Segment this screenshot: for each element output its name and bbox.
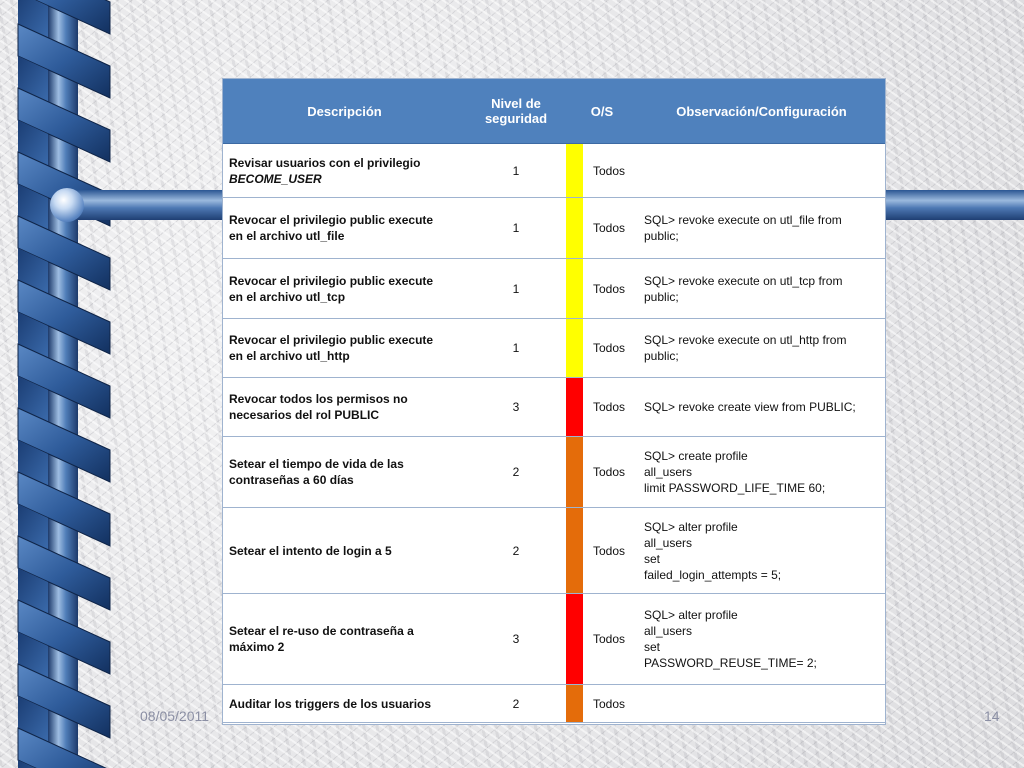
horizontal-rod-left <box>60 190 225 220</box>
row-description <box>223 437 466 508</box>
row-description <box>223 198 466 259</box>
security-level: 1 <box>466 259 566 319</box>
table-row <box>223 378 885 437</box>
description-line: en el archivo utl_tcp <box>229 289 346 304</box>
spiral-binding-decoration <box>0 0 140 768</box>
observation <box>638 437 885 508</box>
level-color-indicator <box>566 319 583 378</box>
row-description <box>223 685 466 723</box>
os-value: Todos <box>583 378 638 437</box>
row-description <box>223 144 466 198</box>
os-value: Todos <box>583 144 638 198</box>
observation-line: SQL> revoke create view from PUBLIC; <box>644 400 856 414</box>
os-value: Todos <box>583 437 638 508</box>
header-description: Descripción <box>223 79 466 144</box>
level-color-indicator <box>566 437 583 508</box>
level-color-indicator <box>566 508 583 594</box>
os-value: Todos <box>583 685 638 723</box>
table-row <box>223 594 885 685</box>
header-level-line2: seguridad <box>484 111 548 126</box>
security-level: 2 <box>466 437 566 508</box>
table-row <box>223 319 885 378</box>
slide-date: 08/05/2011 <box>140 708 210 724</box>
security-level: 1 <box>466 319 566 378</box>
observation-line: set <box>644 640 661 654</box>
os-value: Todos <box>583 319 638 378</box>
security-checklist-table <box>223 79 885 723</box>
observation <box>638 378 885 437</box>
security-level: 1 <box>466 144 566 198</box>
table-row <box>223 437 885 508</box>
description-line: Setear el intento de login a 5 <box>229 543 392 558</box>
observation-line: SQL> alter profile <box>644 608 738 622</box>
table-row <box>223 685 885 723</box>
observation-line: public; <box>644 349 679 363</box>
security-level: 2 <box>466 685 566 723</box>
level-color-indicator <box>566 259 583 319</box>
header-level-line1: Nivel de <box>491 96 541 111</box>
observation-line: failed_login_attempts = 5; <box>644 567 782 582</box>
observation-line: SQL> create profile <box>644 449 748 463</box>
observation <box>638 259 885 319</box>
observation <box>638 508 885 594</box>
description-line: Auditar los triggers de los usuarios <box>229 696 432 711</box>
description-line: Revocar el privilegio public execute <box>229 273 434 288</box>
row-description <box>223 259 466 319</box>
observation-line: limit PASSWORD_LIFE_TIME 60; <box>644 481 826 495</box>
observation <box>638 198 885 259</box>
description-line: BECOME_USER <box>229 171 322 186</box>
table-row <box>223 508 885 594</box>
level-color-indicator <box>566 198 583 259</box>
row-description <box>223 378 466 437</box>
observation-line: all_users <box>644 624 693 638</box>
description-line: necesarios del rol PUBLIC <box>229 408 380 422</box>
os-value: Todos <box>583 594 638 685</box>
security-level: 1 <box>466 198 566 259</box>
row-description <box>223 319 466 378</box>
table-header-row <box>223 79 885 144</box>
security-level: 3 <box>466 378 566 437</box>
observation-line: set <box>644 551 661 566</box>
security-level: 3 <box>466 594 566 685</box>
table-row <box>223 144 885 198</box>
row-description <box>223 594 466 685</box>
header-os: O/S <box>566 79 638 144</box>
observation-line: public; <box>644 229 679 243</box>
observation-line: SQL> revoke execute on utl_tcp from <box>644 273 843 288</box>
security-level: 2 <box>466 508 566 594</box>
description-line: en el archivo utl_file <box>229 229 345 243</box>
header-observation: Observación/Configuración <box>638 79 885 144</box>
level-color-indicator <box>566 378 583 437</box>
description-line: Revocar el privilegio public execute <box>229 333 434 347</box>
observation-line: SQL> revoke execute on utl_http from <box>644 333 847 347</box>
description-line: Setear el re-uso de contraseña a <box>229 624 414 638</box>
slide-page-number: 14 <box>984 708 1000 724</box>
observation <box>638 594 885 685</box>
observation-line: PASSWORD_REUSE_TIME= 2; <box>644 656 817 670</box>
header-security-level <box>466 79 566 144</box>
level-color-indicator <box>566 594 583 685</box>
observation-line: SQL> alter profile <box>644 519 738 534</box>
observation-line: SQL> revoke execute on utl_file from <box>644 213 842 227</box>
horizontal-rod-right <box>885 190 1024 220</box>
table-row <box>223 198 885 259</box>
level-color-indicator <box>566 685 583 723</box>
description-line: Revocar el privilegio public execute <box>229 213 434 227</box>
description-line: máximo 2 <box>229 640 285 654</box>
level-color-indicator <box>566 144 583 198</box>
observation-line: all_users <box>644 465 693 479</box>
observation-line: all_users <box>644 535 693 550</box>
description-line: Setear el tiempo de vida de las <box>229 457 404 471</box>
rod-knob <box>50 188 84 222</box>
description-line: en el archivo utl_http <box>229 349 350 363</box>
description-line: Revisar usuarios con el privilegio <box>229 155 421 170</box>
observation <box>638 685 885 723</box>
os-value: Todos <box>583 198 638 259</box>
security-table <box>222 78 886 725</box>
table-row <box>223 259 885 319</box>
os-value: Todos <box>583 259 638 319</box>
observation-line: public; <box>644 289 679 304</box>
observation <box>638 144 885 198</box>
row-description <box>223 508 466 594</box>
os-value: Todos <box>583 508 638 594</box>
observation <box>638 319 885 378</box>
description-line: Revocar todos los permisos no <box>229 392 408 406</box>
description-line: contraseñas a 60 días <box>229 473 354 487</box>
